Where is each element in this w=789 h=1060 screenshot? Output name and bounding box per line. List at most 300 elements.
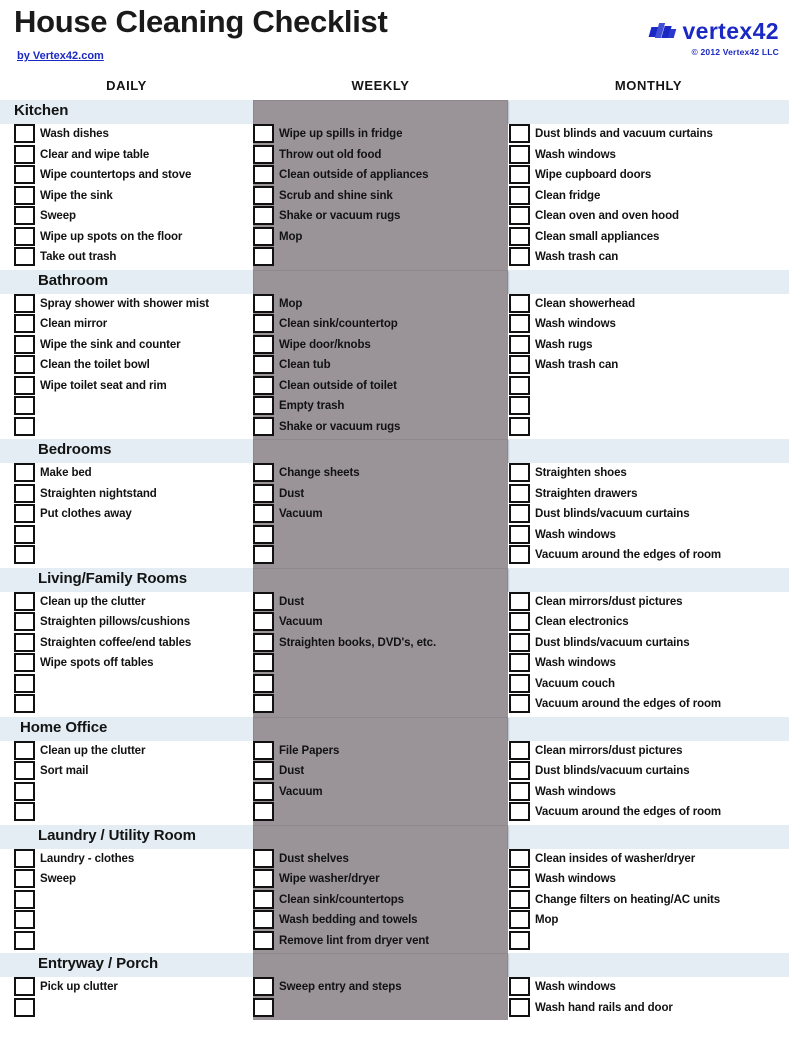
checkbox[interactable] [509, 998, 530, 1017]
column-daily [14, 592, 191, 715]
checklist-item-label: Spray shower with shower mist [40, 297, 210, 310]
checklist-row [509, 314, 635, 335]
checklist-row [14, 653, 191, 674]
checklist-item-label: Clean showerhead [535, 297, 636, 310]
checklist-row [253, 145, 428, 166]
checkbox[interactable] [253, 145, 274, 164]
checkbox[interactable] [253, 186, 274, 205]
checklist-item-label: Wash windows [535, 148, 616, 161]
section-living-family-rooms [0, 568, 789, 717]
checklist-row [253, 977, 402, 998]
checklist-item-label: Straighten coffee/end tables [40, 636, 192, 649]
checkbox[interactable] [509, 910, 530, 929]
checklist-row [509, 463, 721, 484]
section-title: Living/Family Rooms [38, 569, 187, 587]
checkbox[interactable] [509, 525, 530, 544]
checklist-row [14, 741, 145, 762]
section-title: Laundry / Utility Room [38, 826, 196, 844]
checkbox[interactable] [14, 314, 35, 333]
checklist-row [509, 484, 721, 505]
checkbox[interactable] [253, 802, 274, 821]
checklist-item-label: Wipe up spills in fridge [279, 128, 403, 141]
checklist-item-label: Straighten pillows/cushions [40, 616, 191, 629]
checkbox[interactable] [509, 612, 530, 631]
checklist-row [14, 335, 209, 356]
checklist-item-label: Straighten drawers [535, 487, 638, 500]
column-monthly [509, 463, 721, 566]
column-header-daily: DAILY [106, 78, 147, 93]
checkbox[interactable] [253, 314, 274, 333]
checklist-item-label: Vacuum around the edges of room [535, 806, 722, 819]
checklist-row [14, 998, 118, 1019]
checklist-row [14, 206, 191, 227]
checklist-row [14, 227, 191, 248]
checkbox[interactable] [509, 463, 530, 482]
checklist-row [253, 761, 339, 782]
checkbox[interactable] [253, 504, 274, 523]
checkbox[interactable] [509, 633, 530, 652]
checklist-item-label: Dust [279, 765, 305, 778]
checklist-item-label: Clean mirrors/dust pictures [535, 595, 683, 608]
checkbox[interactable] [14, 463, 35, 482]
checkbox[interactable] [253, 396, 274, 415]
checklist-row [253, 124, 428, 145]
section-rows [0, 977, 789, 1020]
checklist-row [14, 890, 134, 911]
checklist-item-label: Wash windows [535, 785, 616, 798]
column-weekly [253, 294, 400, 438]
checklist-item-label: Straighten shoes [535, 467, 627, 480]
column-monthly [509, 124, 713, 268]
vertex42-logo-icon [650, 23, 676, 40]
checkbox[interactable] [14, 165, 35, 184]
section-title: Home Office [20, 718, 108, 736]
checklist-row [509, 674, 721, 695]
checklist-row [253, 396, 400, 417]
checkbox[interactable] [509, 484, 530, 503]
checklist-row [253, 165, 428, 186]
checkbox[interactable] [509, 931, 530, 950]
checklist-row [253, 694, 436, 715]
section-rows [0, 741, 789, 825]
checklist-row [509, 335, 635, 356]
checkbox[interactable] [253, 849, 274, 868]
checkbox[interactable] [253, 890, 274, 909]
checklist-row [14, 417, 209, 438]
checklist-row [253, 653, 436, 674]
checkbox[interactable] [253, 761, 274, 780]
checklist-row [509, 355, 635, 376]
checklist-item-label: Pick up clutter [40, 981, 118, 994]
checklist-row [509, 910, 720, 931]
section-rows [0, 463, 789, 568]
checkbox[interactable] [253, 376, 274, 395]
checklist-item-label: Throw out old food [279, 148, 382, 161]
checklist-row [509, 247, 713, 268]
checklist-row [509, 612, 721, 633]
checklist-row [253, 998, 402, 1019]
checkbox[interactable] [509, 741, 530, 760]
checkbox[interactable] [14, 931, 35, 950]
checklist-item-label: Make bed [40, 467, 92, 480]
checkbox[interactable] [14, 227, 35, 246]
checklist-item-label: Vacuum couch [535, 677, 615, 690]
checklist-item-label: Wipe toilet seat and rim [40, 379, 167, 392]
checkbox[interactable] [14, 294, 35, 313]
checkbox[interactable] [14, 145, 35, 164]
checklist-item-label: Shake or vacuum rugs [279, 210, 401, 223]
section-header-band [0, 439, 789, 463]
column-headers [0, 78, 789, 100]
checklist-item-label: Clean sink/countertops [279, 893, 404, 906]
checkbox[interactable] [14, 802, 35, 821]
checklist-row [509, 545, 721, 566]
brand-copyright: © 2012 Vertex42 LLC [691, 47, 779, 57]
checkbox[interactable] [509, 782, 530, 801]
checklist-row [253, 206, 428, 227]
checklist-row [14, 247, 191, 268]
section-title: Bedrooms [38, 441, 112, 458]
checklist-item-label: Wipe up spots on the floor [40, 230, 183, 243]
checklist-row [14, 977, 118, 998]
checklist-row [14, 910, 134, 931]
checklist-item-label: Sweep [40, 210, 76, 223]
checkbox[interactable] [509, 124, 530, 143]
checklist-row [509, 782, 721, 803]
checklist-row [14, 849, 134, 870]
checklist-item-label: Remove lint from dryer vent [279, 934, 430, 947]
checklist-item-label: Mop [535, 914, 559, 927]
checkbox[interactable] [14, 998, 35, 1017]
checkbox[interactable] [509, 247, 530, 266]
checkbox[interactable] [14, 335, 35, 354]
column-header-weekly: WEEKLY [351, 78, 410, 93]
checklist-row [509, 633, 721, 654]
checkbox[interactable] [253, 592, 274, 611]
checkbox[interactable] [509, 653, 530, 672]
checklist-row [14, 186, 191, 207]
checklist-item-label: Dust [279, 487, 305, 500]
checklist-row [14, 525, 157, 546]
checkbox[interactable] [14, 653, 35, 672]
checklist-item-label: Dust [279, 595, 305, 608]
checkbox[interactable] [253, 124, 274, 143]
checklist-row [253, 869, 429, 890]
checklist-item-label: Straighten nightstand [40, 487, 157, 500]
checkbox[interactable] [509, 165, 530, 184]
checklist-row [14, 463, 157, 484]
checklist-item-label: Wash windows [535, 318, 616, 331]
checkbox[interactable] [253, 206, 274, 225]
column-weekly [253, 592, 436, 715]
checklist-row [253, 849, 429, 870]
checklist-row [509, 802, 721, 823]
checklist-row [509, 417, 635, 438]
section-laundry-utility-room [0, 825, 789, 954]
checklist-item-label: Wash rugs [535, 338, 593, 351]
checklist-item-label: Laundry - clothes [40, 852, 135, 865]
checklist-row [509, 931, 720, 952]
checkbox[interactable] [253, 653, 274, 672]
column-weekly [253, 849, 429, 952]
checklist-row [253, 910, 429, 931]
column-daily [14, 294, 209, 438]
checkbox[interactable] [253, 417, 274, 436]
section-rows [0, 849, 789, 954]
checkbox[interactable] [509, 545, 530, 564]
checklist-item-label: Vacuum around the edges of room [535, 549, 722, 562]
checkbox[interactable] [253, 674, 274, 693]
checkbox[interactable] [509, 694, 530, 713]
checkbox[interactable] [14, 376, 35, 395]
checkbox[interactable] [14, 417, 35, 436]
checklist-item-label: Dust shelves [279, 852, 349, 865]
checkbox[interactable] [14, 782, 35, 801]
checklist-row [253, 227, 428, 248]
checklist-row [509, 206, 713, 227]
checkbox[interactable] [253, 741, 274, 760]
checklist-item-label: Wash windows [535, 528, 616, 541]
column-daily [14, 463, 157, 566]
checkbox[interactable] [509, 186, 530, 205]
checklist-item-label: Vacuum [279, 616, 323, 629]
checklist-item-label: Clean mirrors/dust pictures [535, 744, 683, 757]
checklist-row [253, 525, 360, 546]
checkbox[interactable] [509, 314, 530, 333]
column-monthly [509, 741, 721, 823]
sections-container [0, 100, 789, 1020]
checklist-item-label: Clean up the clutter [40, 744, 146, 757]
checklist-row [509, 592, 721, 613]
checkbox[interactable] [14, 741, 35, 760]
checkbox[interactable] [14, 761, 35, 780]
checkbox[interactable] [14, 869, 35, 888]
checklist-item-label: Change filters on heating/AC units [535, 893, 721, 906]
checkbox[interactable] [509, 206, 530, 225]
checkbox[interactable] [14, 545, 35, 564]
checkbox[interactable] [14, 525, 35, 544]
checkbox[interactable] [14, 674, 35, 693]
checkbox[interactable] [14, 977, 35, 996]
checkbox[interactable] [253, 355, 274, 374]
checkbox[interactable] [509, 592, 530, 611]
checkbox[interactable] [14, 849, 35, 868]
checklist-row [253, 417, 400, 438]
checkbox[interactable] [253, 247, 274, 266]
checklist-row [509, 653, 721, 674]
checklist-row [253, 355, 400, 376]
checklist-row [14, 612, 191, 633]
checklist-row [14, 545, 157, 566]
checkbox[interactable] [509, 761, 530, 780]
checklist-item-label: Wipe countertops and stove [40, 169, 192, 182]
column-monthly [509, 294, 635, 438]
checkbox[interactable] [14, 890, 35, 909]
checklist-row [509, 869, 720, 890]
checkbox[interactable] [509, 227, 530, 246]
checkbox[interactable] [253, 694, 274, 713]
checklist-item-label: Clean oven and oven hood [535, 210, 679, 223]
column-daily [14, 124, 191, 268]
checkbox[interactable] [509, 869, 530, 888]
section-header-band [0, 825, 789, 849]
checklist-row [253, 314, 400, 335]
checklist-row [14, 355, 209, 376]
checklist-row [14, 294, 209, 315]
weekly-column-highlight [253, 439, 508, 465]
checkbox[interactable] [14, 186, 35, 205]
checklist-row [509, 504, 721, 525]
checkbox[interactable] [509, 504, 530, 523]
column-header-monthly: MONTHLY [614, 78, 683, 93]
checklist-row [14, 802, 145, 823]
checklist-item-label: Wash windows [535, 873, 616, 886]
checklist-row [253, 376, 400, 397]
checklist-row [509, 376, 635, 397]
checkbox[interactable] [253, 782, 274, 801]
checklist-item-label: Dust blinds/vacuum curtains [535, 636, 690, 649]
checklist-item-label: Mop [279, 230, 303, 243]
checklist-row [253, 463, 360, 484]
checklist-row [253, 890, 429, 911]
checklist-item-label: Sort mail [40, 765, 89, 778]
checkbox[interactable] [14, 612, 35, 631]
checklist-item-label: Wash hand rails and door [535, 1001, 673, 1014]
checkbox[interactable] [14, 396, 35, 415]
checkbox[interactable] [253, 633, 274, 652]
page-title: House Cleaning Checklist [14, 4, 388, 39]
column-monthly [509, 592, 721, 715]
checkbox[interactable] [253, 463, 274, 482]
checkbox[interactable] [509, 294, 530, 313]
checklist-item-label: Straighten books, DVD's, etc. [279, 636, 437, 649]
checkbox[interactable] [253, 484, 274, 503]
checklist-item-label: Clean the toilet bowl [40, 359, 150, 372]
section-entryway-porch [0, 953, 789, 1020]
checklist-row [14, 694, 191, 715]
checkbox[interactable] [14, 694, 35, 713]
checklist-item-label: Clean outside of appliances [279, 169, 429, 182]
section-title: Bathroom [38, 271, 109, 289]
checklist-item-label: Wipe washer/dryer [279, 873, 380, 886]
checkbox[interactable] [253, 335, 274, 354]
checkbox[interactable] [509, 977, 530, 996]
checklist-item-label: Vacuum [279, 785, 323, 798]
checkbox[interactable] [14, 484, 35, 503]
checkbox[interactable] [509, 355, 530, 374]
checklist-item-label: Vacuum around the edges of room [535, 698, 722, 711]
checklist-row [509, 145, 713, 166]
checklist-row [509, 165, 713, 186]
checkbox[interactable] [253, 165, 274, 184]
section-header-band [0, 270, 789, 294]
checkbox[interactable] [14, 247, 35, 266]
checklist-row [253, 335, 400, 356]
checklist-item-label: Wash windows [535, 981, 616, 994]
checklist-item-label: Take out trash [40, 251, 117, 264]
checklist-item-label: Wash trash can [535, 359, 619, 372]
checkbox[interactable] [14, 124, 35, 143]
section-kitchen [0, 100, 789, 270]
checkbox[interactable] [509, 674, 530, 693]
checkbox[interactable] [14, 633, 35, 652]
vertex42-link[interactable]: by Vertex42.com [17, 50, 104, 62]
checklist-row [509, 525, 721, 546]
checklist-row [253, 612, 436, 633]
checkbox[interactable] [253, 612, 274, 631]
column-weekly [253, 463, 360, 566]
column-daily [14, 977, 118, 1018]
column-daily [14, 741, 145, 823]
checklist-item-label: Wipe cupboard doors [535, 169, 652, 182]
checkbox[interactable] [253, 977, 274, 996]
checkbox[interactable] [509, 802, 530, 821]
checkbox[interactable] [509, 335, 530, 354]
checklist-item-label: Change sheets [279, 467, 360, 480]
checkbox[interactable] [509, 417, 530, 436]
checklist-item-label: Clean fridge [535, 189, 601, 202]
column-weekly [253, 124, 428, 268]
checkbox[interactable] [253, 998, 274, 1017]
checklist-row [14, 145, 191, 166]
checkbox[interactable] [14, 355, 35, 374]
checkbox[interactable] [253, 227, 274, 246]
checkbox[interactable] [253, 869, 274, 888]
checkbox[interactable] [14, 206, 35, 225]
checklist-row [509, 849, 720, 870]
checkbox[interactable] [14, 504, 35, 523]
weekly-column-highlight [253, 568, 508, 594]
section-header-band [0, 717, 789, 741]
checklist-row [14, 165, 191, 186]
checklist-item-label: Wash trash can [535, 251, 619, 264]
checklist-item-label: Wash windows [535, 657, 616, 670]
column-monthly [509, 977, 673, 1018]
checkbox[interactable] [253, 931, 274, 950]
checklist-item-label: Scrub and shine sink [279, 189, 393, 202]
checklist-item-label: Put clothes away [40, 508, 132, 521]
checkbox[interactable] [253, 294, 274, 313]
checklist-item-label: Mop [279, 297, 303, 310]
weekly-column-highlight [253, 100, 508, 126]
checkbox[interactable] [509, 396, 530, 415]
checkbox[interactable] [14, 910, 35, 929]
checkbox[interactable] [14, 592, 35, 611]
checklist-row [509, 186, 713, 207]
checklist-item-label: Dust blinds/vacuum curtains [535, 508, 690, 521]
checkbox[interactable] [509, 890, 530, 909]
checklist-row [14, 782, 145, 803]
checkbox[interactable] [253, 910, 274, 929]
checkbox[interactable] [509, 376, 530, 395]
checkbox[interactable] [253, 525, 274, 544]
checklist-row [509, 977, 673, 998]
checklist-row [253, 504, 360, 525]
checklist-item-label: Wash bedding and towels [279, 914, 418, 927]
section-title: Kitchen [14, 102, 69, 119]
column-daily [14, 849, 134, 952]
checklist-row [509, 998, 673, 1019]
checklist-item-label: Vacuum [279, 508, 323, 521]
column-weekly [253, 977, 402, 1018]
checklist-row [253, 247, 428, 268]
checklist-row [509, 761, 721, 782]
weekly-column-highlight [253, 953, 508, 979]
checklist-row [253, 633, 436, 654]
checkbox[interactable] [509, 849, 530, 868]
checkbox[interactable] [509, 145, 530, 164]
checkbox[interactable] [253, 545, 274, 564]
